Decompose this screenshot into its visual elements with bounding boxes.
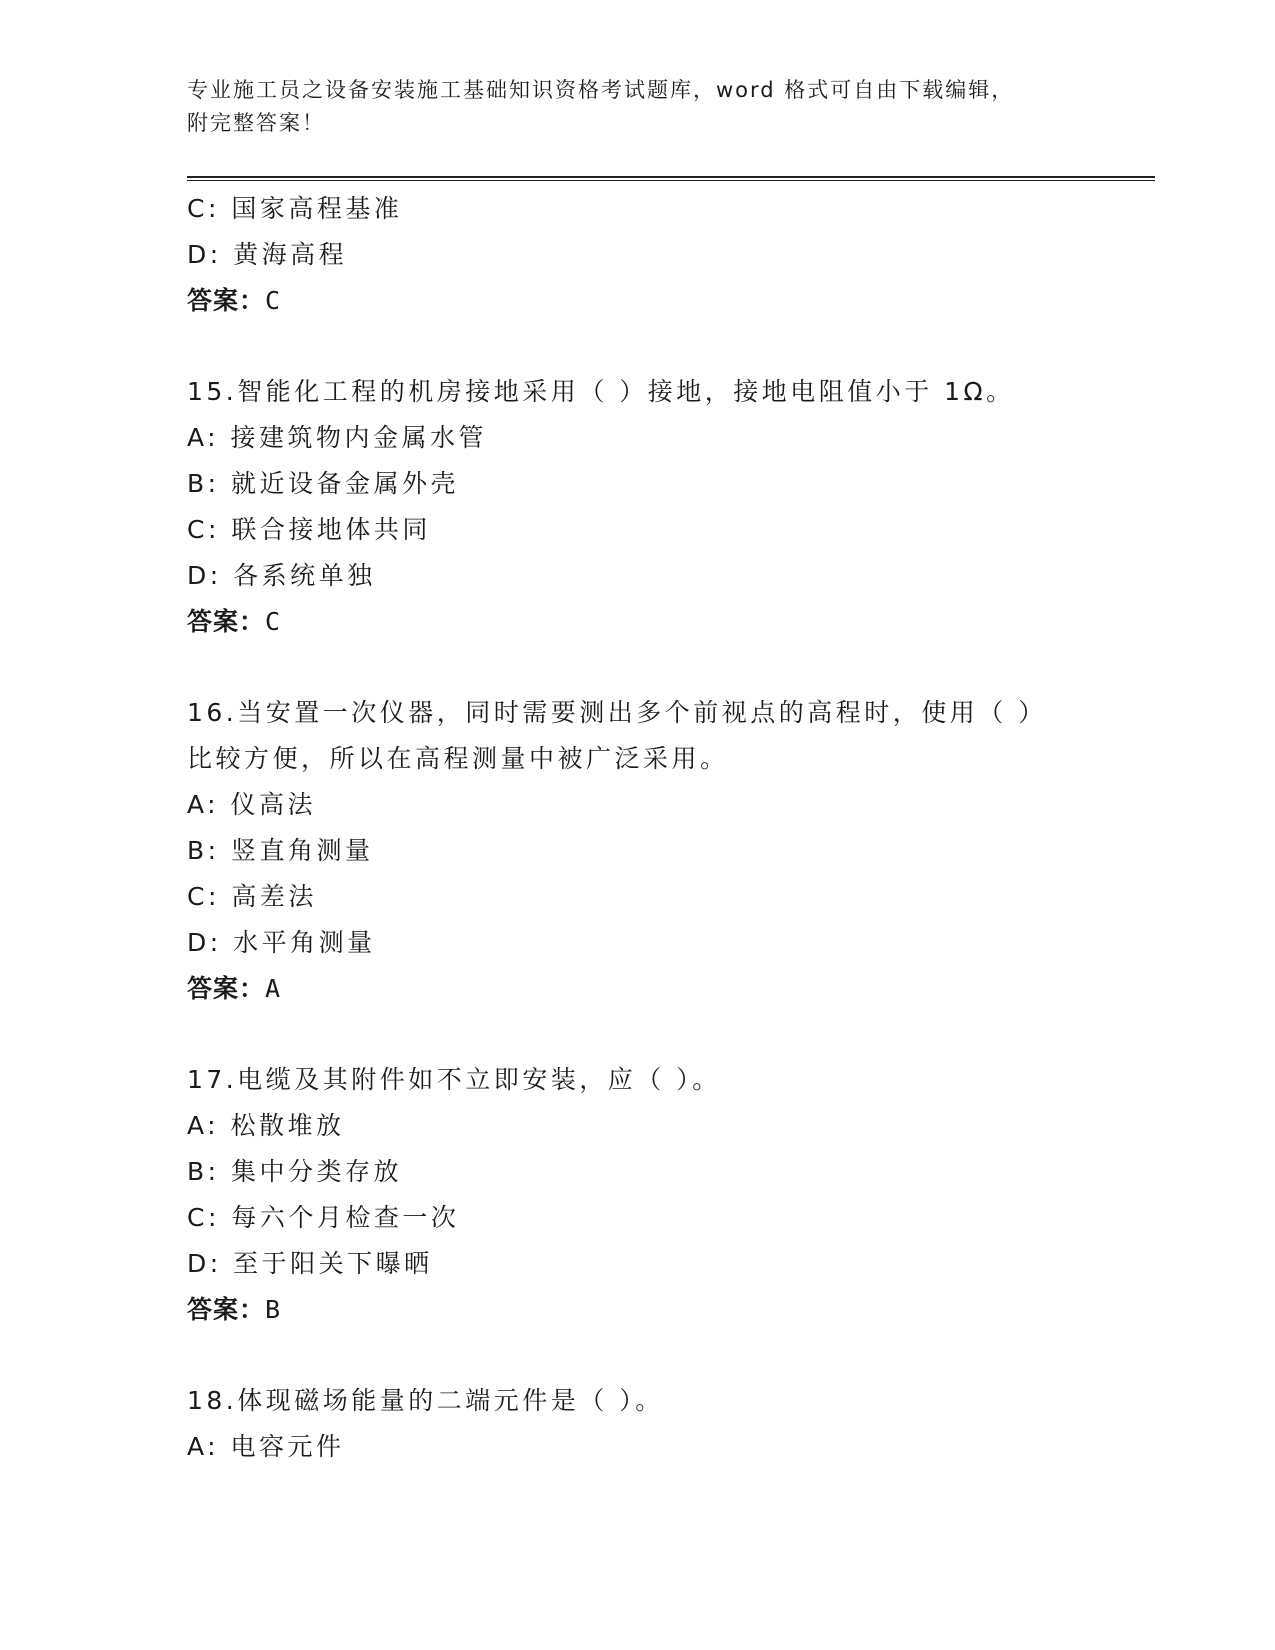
question-18 xyxy=(187,1378,1147,1470)
answer-label: 答案： xyxy=(187,1295,266,1324)
page-header xyxy=(187,74,1087,140)
question-stem-line-2: 比较方便，所以在高程测量中被广泛采用。 xyxy=(187,744,729,773)
answer-value: C xyxy=(265,286,282,315)
option-c: C: 联合接地体共同 xyxy=(187,515,431,544)
header-title-line-1: 专业施工员之设备安装施工基础知识资格考试题库，word 格式可自由下载编辑， xyxy=(187,78,1015,102)
answer-value: A xyxy=(265,974,282,1003)
option-a: A: 接建筑物内金属水管 xyxy=(187,423,488,452)
answer-label: 答案： xyxy=(187,974,266,1003)
answer-label: 答案： xyxy=(187,286,266,315)
header-divider xyxy=(187,176,1155,181)
question-17 xyxy=(187,1057,1147,1333)
answer-value: B xyxy=(265,1295,282,1324)
answer-line xyxy=(187,599,1147,645)
answer-label: 答案： xyxy=(187,607,266,636)
option-d: D: 各系统单独 xyxy=(187,561,376,590)
option-d: D: 至于阳关下曝晒 xyxy=(187,1249,433,1278)
question-list xyxy=(187,186,1147,1470)
option-d: D: 黄海高程 xyxy=(187,240,348,269)
option-c: C: 每六个月检查一次 xyxy=(187,1203,460,1232)
question-16 xyxy=(187,690,1147,1012)
question-stem: 17.电缆及其附件如不立即安装，应（ ）。 xyxy=(187,1065,721,1094)
question-14-continued xyxy=(187,186,1147,324)
answer-line xyxy=(187,1287,1147,1333)
option-a: A: 仪高法 xyxy=(187,790,317,819)
question-15 xyxy=(187,369,1147,645)
option-b: B: 集中分类存放 xyxy=(187,1157,403,1186)
question-stem: 15.智能化工程的机房接地采用（ ）接地，接地电阻值小于 1Ω。 xyxy=(187,377,1015,406)
option-a: A: 松散堆放 xyxy=(187,1111,345,1140)
question-stem-line-1: 16.当安置一次仪器，同时需要测出多个前视点的高程时，使用（ ） xyxy=(187,698,1047,727)
question-stem: 18.体现磁场能量的二端元件是（ ）。 xyxy=(187,1386,664,1415)
option-b: B: 就近设备金属外壳 xyxy=(187,469,460,498)
option-d: D: 水平角测量 xyxy=(187,928,376,957)
answer-value: C xyxy=(265,607,282,636)
header-title-line-2: 附完整答案！ xyxy=(187,111,325,135)
option-b: B: 竖直角测量 xyxy=(187,836,374,865)
answer-line xyxy=(187,278,1147,324)
answer-line xyxy=(187,966,1147,1012)
option-c: C: 国家高程基准 xyxy=(187,194,403,223)
option-c: C: 高差法 xyxy=(187,882,317,911)
option-a: A: 电容元件 xyxy=(187,1432,345,1461)
